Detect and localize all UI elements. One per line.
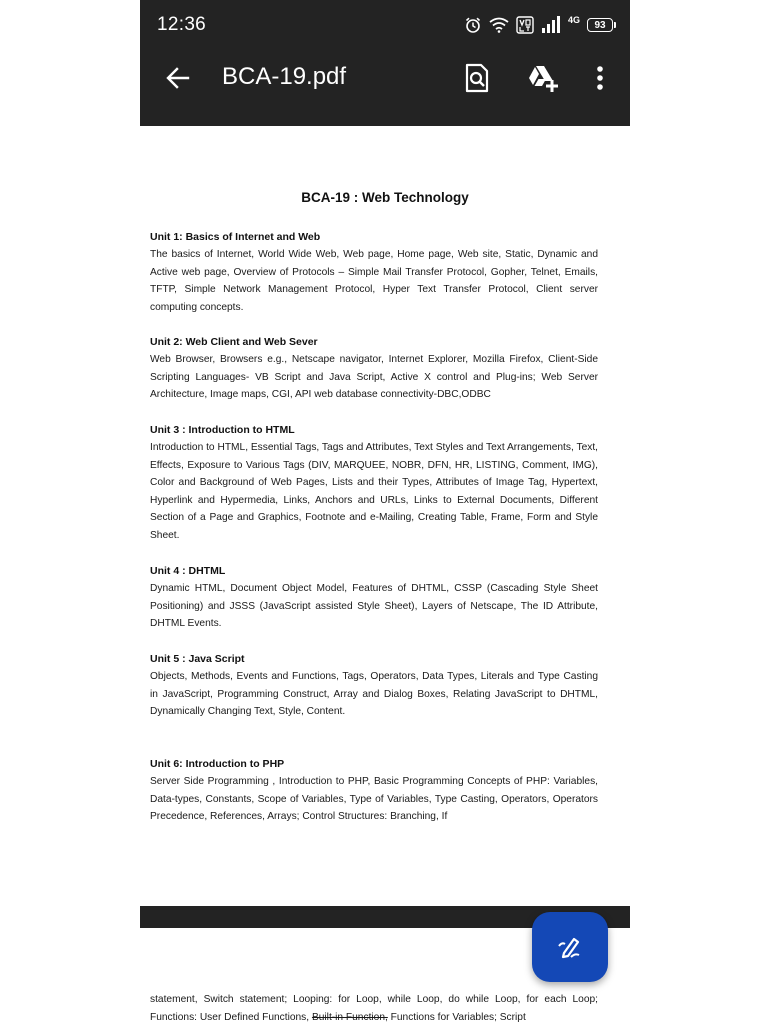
unit-heading: Unit 6: Introduction to PHP [150, 758, 285, 770]
volte-icon [516, 16, 534, 34]
unit-body: Dynamic HTML, Document Object Model, Features of DHTML, CSSP (Cascading Style Sheet Positioning) and JSSS (JavaScript assisted Style Sheet), Layers of Netscape, The ID Attribute, DHTML Events. [150, 583, 598, 630]
battery-level: 93 [587, 18, 613, 32]
unit-4-section [150, 565, 598, 633]
unit-heading: Unit 3 : Introduction to HTML [150, 424, 295, 436]
unit-1-section [150, 231, 598, 316]
unit-5-section [150, 653, 598, 721]
wifi-icon [489, 17, 509, 33]
battery-icon [587, 18, 616, 32]
unit-body: Web Browser, Browsers e.g., Netscape navigator, Internet Explorer, Mozilla Firefox, Client-Side Scripting Languages- VB Script and Java Script, Active X control and Plug-ins; Web Server Architecture, Image maps, CGI, API web database connectivity-DBC,ODBC [150, 354, 598, 401]
unit-body: Objects, Methods, Events and Functions, Tags, Operators, Data Types, Literals and Type Casting in JavaScript, Programming Construct, Array and Dialog Boxes, Relating JavaScript to DHTML, Dynamically Changing Text, Style, Content. [150, 671, 598, 718]
pdf-heading: BCA-19 : Web Technology [301, 190, 469, 205]
unit-6-section [150, 758, 598, 826]
unit-heading: Unit 1: Basics of Internet and Web [150, 231, 321, 243]
unit-body: Introduction to HTML, Essential Tags, Tags and Attributes, Text Styles and Text Arrangements, Text, Effects, Exposure to Various Tags (DIV, MARQUEE, NOBR, DFN, HR, LISTING, Comment, IMG), Color and Background of Web Pages, Lists and their Types, Attributes of Image Tag, Hypertext, Hyperlink and Hypermedia, Links, Anchors and URLs, Links to External Documents, Different Section of a Page and Graphics, Footnote and e-Mailing, Creating Table, Frame, Form and Style Sheet. [150, 442, 598, 541]
back-arrow-icon[interactable] [164, 64, 192, 92]
toolbar [140, 52, 630, 102]
unit-heading: Unit 5 : Java Script [150, 653, 245, 665]
annotate-fab-button[interactable] [532, 912, 608, 982]
unit-3-section [150, 424, 598, 545]
status-time: 12:36 [157, 14, 207, 35]
status-icons [464, 14, 616, 36]
pdf-page-1 [140, 126, 630, 906]
unit-body: The basics of Internet, World Wide Web, Web page, Home page, Web site, Static, Dynamic and Active web page, Overview of Protocols – Simple Mail Transfer Protocol, Gopher, Telnet, Emails, TFTP, Simple Network Management Protocol, Hyper Text Transfer Protocol, Client server computing concepts. [150, 249, 598, 313]
document-title: BCA-19.pdf [222, 63, 347, 90]
alarm-icon [464, 16, 482, 34]
unit-heading: Unit 2: Web Client and Web Sever [150, 336, 318, 348]
unit-2-section [150, 336, 598, 404]
pdf-viewer-app [140, 0, 630, 1024]
unit-body: Server Side Programming , Introduction to PHP, Basic Programming Concepts of PHP: Variables, Data-types, Constants, Scope of Variables, Type of Variables, Type Casting, Operators, Operators Precedence, References, Arrays; Control Structures: Branching, If [150, 776, 598, 823]
unit-heading: Unit 4 : DHTML [150, 565, 226, 577]
page-2-text: statement, Switch statement; Looping: for Loop, while Loop, do while Loop, for each Loop; Functions: User Defined Functions, Built-in Function, Functions for Variables; Script [150, 994, 598, 1023]
annotate-pen-icon [555, 932, 585, 962]
add-to-drive-icon[interactable] [526, 63, 560, 93]
search-in-document-icon[interactable] [462, 63, 492, 93]
more-vert-icon[interactable] [591, 64, 609, 94]
signal-icon [541, 16, 561, 34]
struck-text: Built-in Function, [311, 1011, 388, 1023]
app-top-bar [140, 0, 630, 126]
network-type: 4G [567, 15, 580, 25]
